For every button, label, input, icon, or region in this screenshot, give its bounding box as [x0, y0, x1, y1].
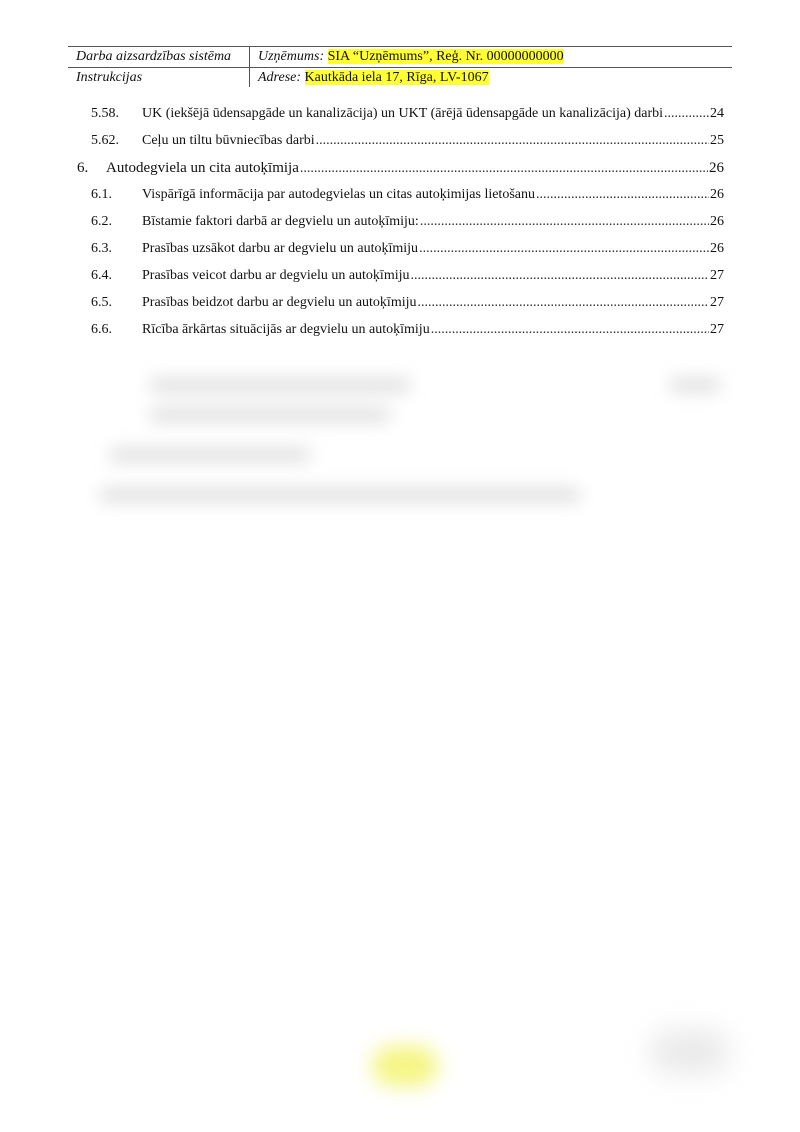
toc-title: Bīstamie faktori darbā ar degvielu un autoķīmiju:: [142, 214, 419, 229]
toc-title: Rīcība ārkārtas situācijās ar degvielu un autoķīmiju: [142, 322, 430, 337]
table-of-contents: [76, 104, 724, 347]
address-info: [258, 69, 489, 87]
blurred-line: [100, 490, 580, 500]
toc-page: 26: [710, 214, 724, 229]
toc-entry[interactable]: [76, 104, 724, 131]
blurred-line: [110, 450, 310, 460]
toc-entry[interactable]: [76, 131, 724, 158]
toc-leader: [420, 212, 709, 232]
toc-title: UK (iekšējā ūdensapgāde un kanalizācija) un UKT (ārējā ūdensapgāde un kanalizācija) darbi: [142, 106, 664, 121]
company-info: [258, 48, 564, 66]
toc-number: 6.2.: [91, 214, 112, 229]
toc-leader: [664, 104, 709, 124]
blurred-content: [70, 340, 740, 550]
company-label: Uzņēmums:: [258, 49, 325, 64]
toc-entry[interactable]: [76, 293, 724, 320]
toc-page: 26: [710, 187, 724, 202]
company-value: SIA “Uzņēmums”, Reģ. Nr. 00000000000: [327, 49, 564, 64]
page-header: [68, 46, 732, 87]
toc-page: 27: [710, 268, 724, 283]
toc-number: 6.6.: [91, 322, 112, 337]
address-label: Adrese:: [258, 70, 302, 85]
blurred-line: [670, 380, 720, 390]
toc-leader: [418, 293, 710, 313]
header-row-2: [68, 67, 732, 88]
toc-page: 24: [710, 106, 724, 121]
toc-number: 6.: [77, 160, 89, 176]
toc-title: Prasības uzsākot darbu ar degvielu un autoķīmiju: [142, 241, 419, 256]
toc-entry[interactable]: [76, 158, 724, 185]
toc-page: 25: [710, 133, 724, 148]
header-divider: [249, 47, 250, 87]
blurred-line: [150, 380, 410, 390]
toc-page: 26: [709, 160, 724, 176]
toc-number: 6.4.: [91, 268, 112, 283]
toc-number: 5.58.: [91, 106, 119, 121]
toc-number: 6.3.: [91, 241, 112, 256]
toc-entry[interactable]: [76, 266, 724, 293]
toc-title: Prasības veicot darbu ar degvielu un autoķīmiju: [142, 268, 410, 283]
system-title: Darba aizsardzības sistēma: [76, 49, 232, 64]
toc-title: Prasības beidzot darbu ar degvielu un autoķīmiju: [142, 295, 417, 310]
blurred-line: [150, 410, 390, 420]
toc-number: 5.62.: [91, 133, 119, 148]
toc-leader: [536, 185, 709, 205]
toc-entry[interactable]: [76, 212, 724, 239]
toc-page: 26: [710, 241, 724, 256]
blurred-page-number: [650, 1030, 730, 1074]
document-type: Instrukcijas: [76, 70, 143, 85]
toc-entry[interactable]: [76, 239, 724, 266]
toc-leader: [300, 159, 708, 179]
toc-leader: [419, 239, 709, 259]
toc-page: 27: [710, 295, 724, 310]
toc-leader: [411, 266, 710, 286]
toc-page: 27: [710, 322, 724, 337]
toc-number: 6.1.: [91, 187, 112, 202]
header-row-1: [68, 47, 732, 67]
toc-leader: [431, 320, 709, 340]
toc-title: Autodegviela un cita autoķīmija: [106, 160, 299, 176]
toc-title: Ceļu un tiltu būvniecības darbi: [142, 133, 315, 148]
blurred-footer-highlight: [372, 1046, 438, 1086]
toc-leader: [316, 131, 709, 151]
toc-title: Vispārīgā informācija par autodegvielas un citas autoķimijas lietošanu: [142, 187, 535, 202]
address-value: Kautkāda iela 17, Rīga, LV-1067: [304, 70, 489, 85]
toc-entry[interactable]: [76, 185, 724, 212]
toc-number: 6.5.: [91, 295, 112, 310]
